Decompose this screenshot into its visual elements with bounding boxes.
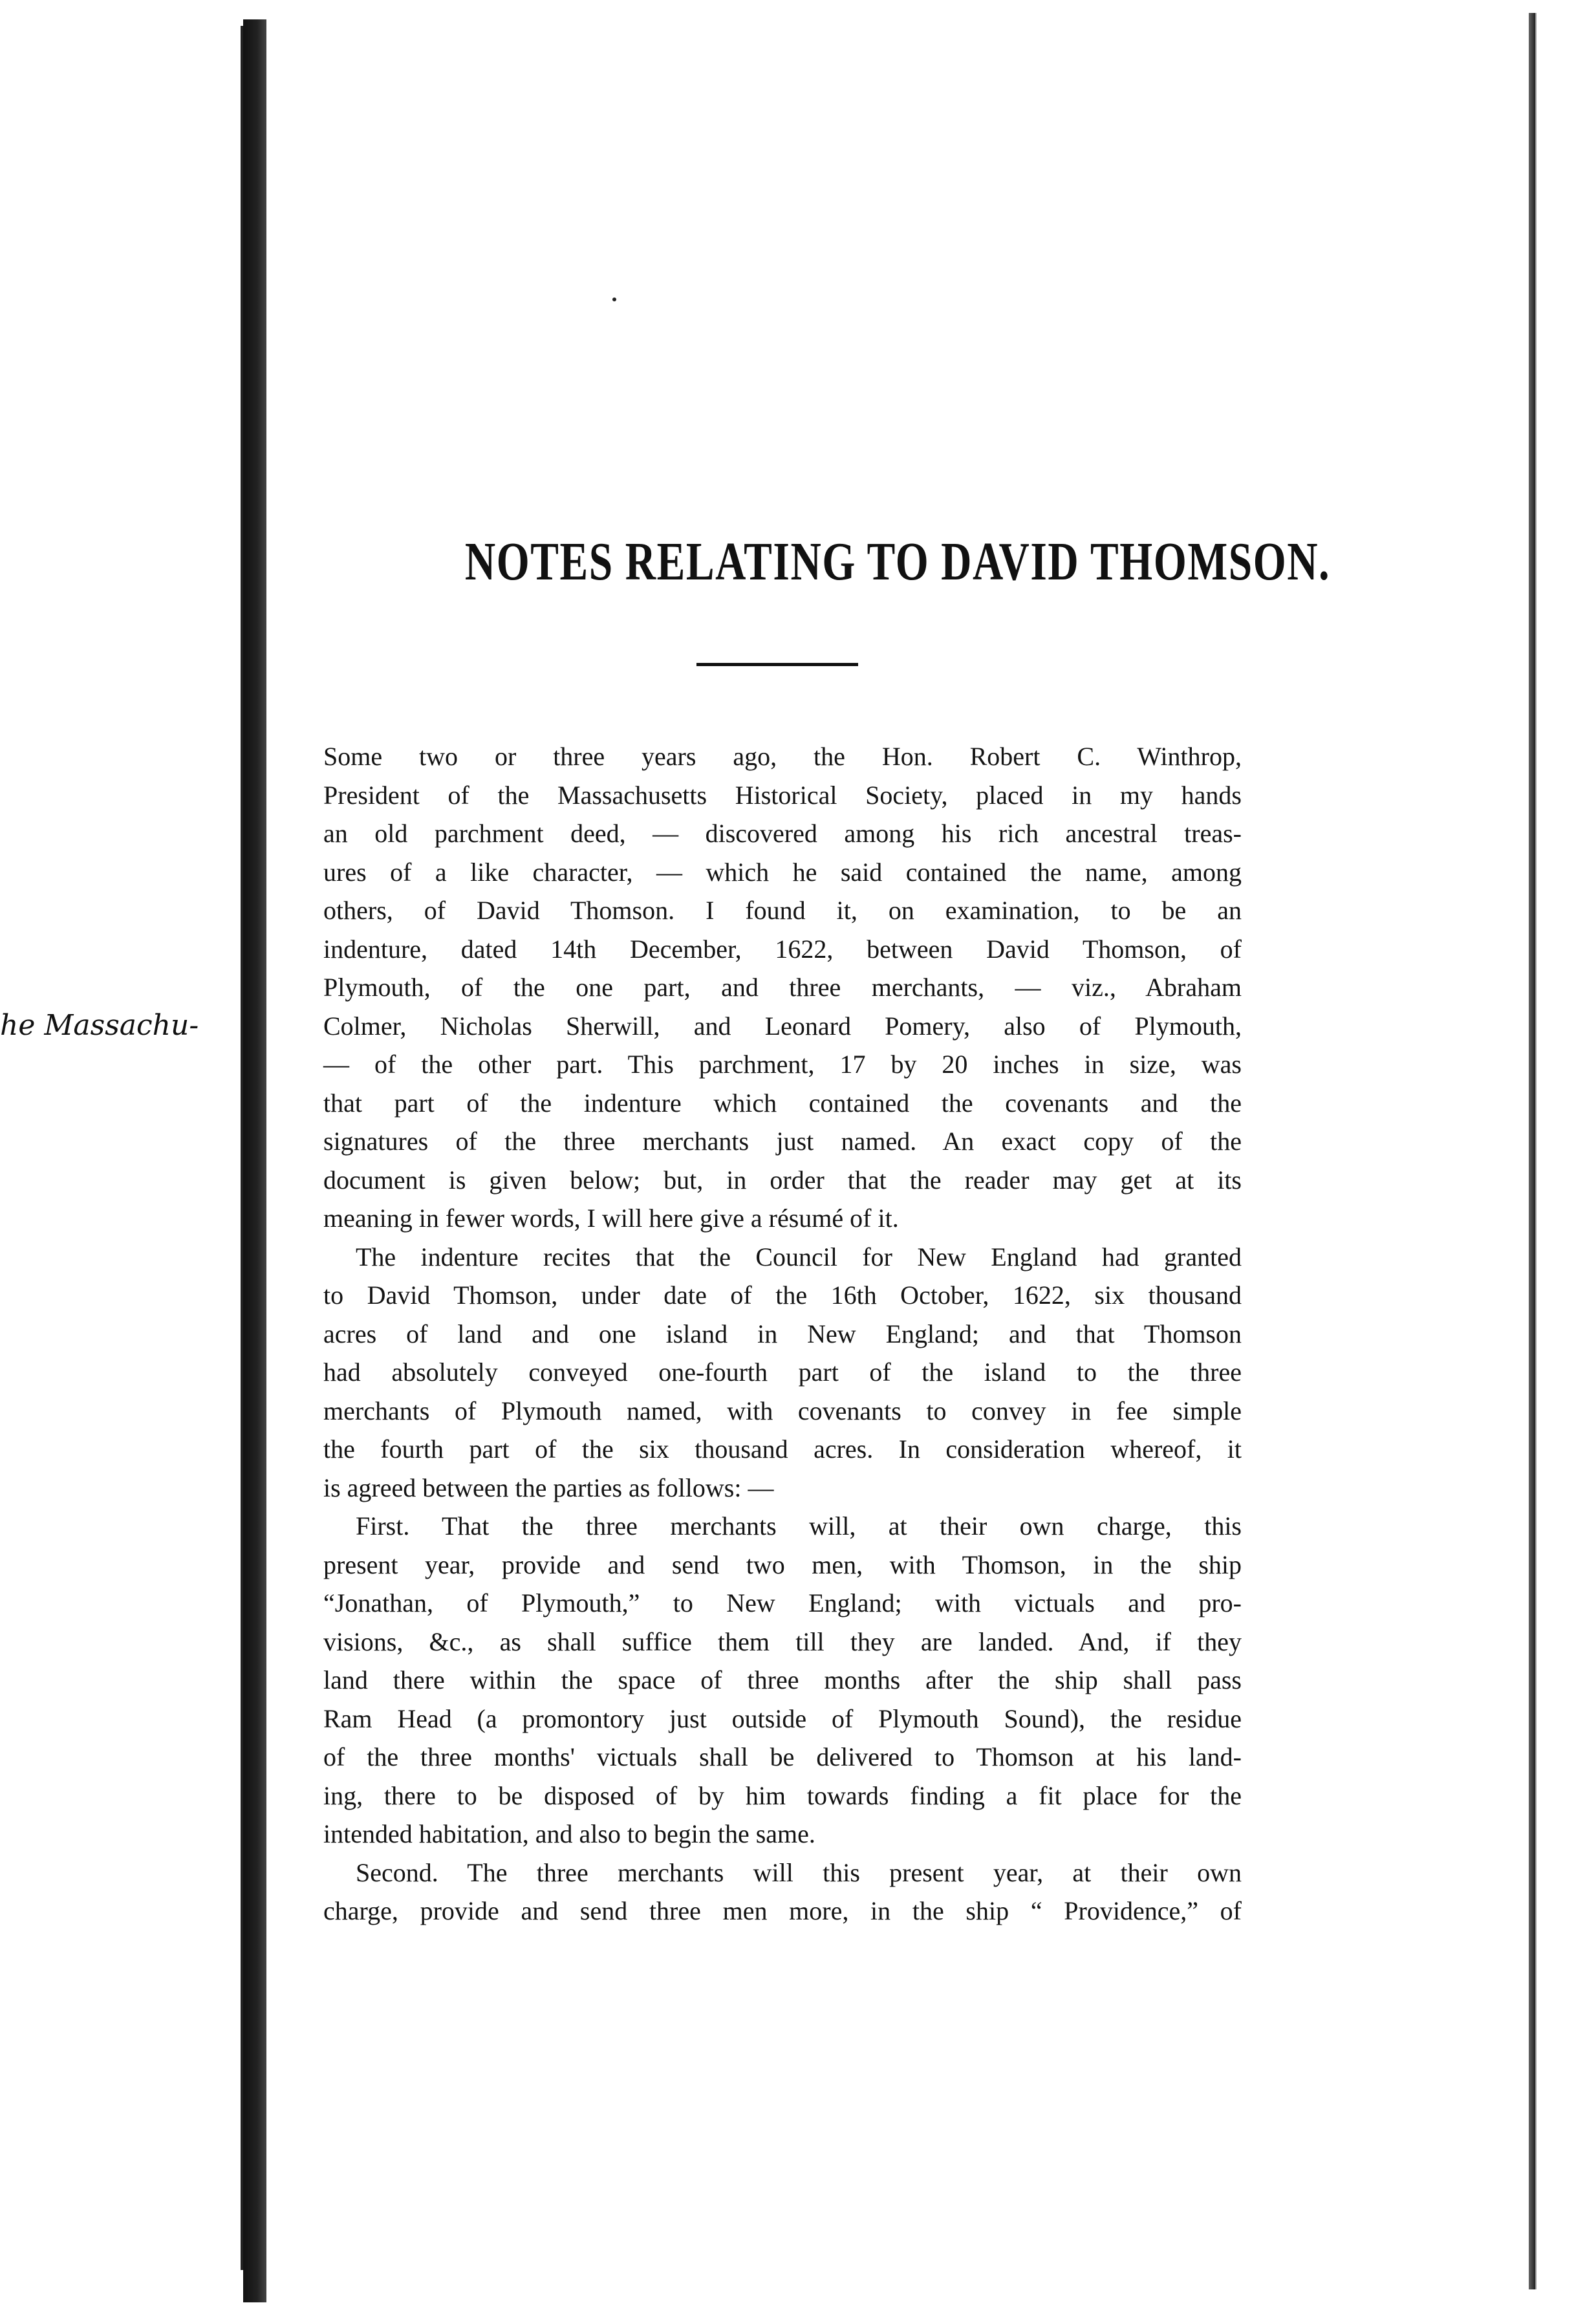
text-line: President of the Massachusetts Historical Society, placed in my hands bbox=[323, 780, 1242, 810]
text-line: First. That the three merchants will, at their own charge, this bbox=[356, 1511, 1242, 1541]
paragraph-2 bbox=[323, 1238, 1242, 1508]
ink-speck bbox=[612, 297, 616, 301]
text-line: that part of the indenture which contained the covenants and the bbox=[323, 1088, 1242, 1118]
text-line: “Jonathan, of Plymouth,” to New England; with victuals and pro- bbox=[323, 1588, 1242, 1617]
paragraph-1 bbox=[323, 737, 1242, 1238]
text-line: others, of David Thomson. I found it, on examination, to be an bbox=[323, 896, 1242, 925]
text-line: meaning in fewer words, I will here give a résumé of it. bbox=[323, 1204, 899, 1233]
text-line: merchants of Plymouth named, with covenants to convey in fee simple bbox=[323, 1396, 1242, 1425]
text-line: indenture, dated 14th December, 1622, between David Thomson, of bbox=[323, 934, 1242, 964]
text-line: The indenture recites that the Council for New England had granted bbox=[356, 1242, 1242, 1271]
text-line: to David Thomson, under date of the 16th October, 1622, six thousand bbox=[323, 1281, 1242, 1310]
text-line: intended habitation, and also to begin the same. bbox=[323, 1819, 815, 1848]
left-facing-page bbox=[0, 26, 243, 2270]
text-line: — of the other part. This parchment, 17 by 20 inches in size, was bbox=[323, 1050, 1242, 1079]
text-line: Plymouth, of the one part, and three merchants, — viz., Abraham bbox=[323, 973, 1242, 1002]
text-line: ing, there to be disposed of by him towards finding a fit place for the bbox=[323, 1780, 1242, 1810]
text-line: present year, provide and send two men, with Thomson, in the ship bbox=[323, 1550, 1242, 1579]
text-line: acres of land and one island in New England; and that Thomson bbox=[323, 1319, 1242, 1348]
body-text bbox=[323, 737, 1242, 1930]
binding-gutter bbox=[243, 19, 266, 2302]
text-line: Some two or three years ago, the Hon. Robert C. Winthrop, bbox=[323, 742, 1242, 771]
text-line: land there within the space of three months after the ship shall pass bbox=[323, 1665, 1242, 1694]
left-page-text-fragment: he Massachu- bbox=[0, 1009, 199, 1042]
paragraph-3 bbox=[323, 1507, 1242, 1854]
text-line: an old parchment deed, — discovered among his rich ancestral treas- bbox=[323, 819, 1242, 848]
text-line: document is given below; but, in order that the reader may get at its bbox=[323, 1165, 1242, 1195]
text-line: Second. The three merchants will this present year, at their own bbox=[356, 1857, 1242, 1887]
text-line: of the three months' victuals shall be delivered to Thomson at his land- bbox=[323, 1742, 1242, 1771]
text-line: Colmer, Nicholas Sherwill, and Leonard Pomery, also of Plymouth, bbox=[323, 1011, 1242, 1041]
text-line: signatures of the three merchants just named. An exact copy of the bbox=[323, 1127, 1242, 1156]
text-line: had absolutely conveyed one-fourth part of the island to the three bbox=[323, 1357, 1242, 1387]
page-right-edge bbox=[1535, 13, 1547, 2289]
text-line: the fourth part of the six thousand acres. In consideration whereof, it bbox=[323, 1434, 1242, 1464]
text-line: is agreed between the parties as follows: — bbox=[323, 1473, 774, 1502]
title-rule bbox=[696, 663, 858, 666]
text-line: ures of a like character, — which he said contained the name, among bbox=[323, 857, 1242, 887]
text-line: Ram Head (a promontory just outside of Plymouth Sound), the residue bbox=[323, 1703, 1242, 1733]
paragraph-4 bbox=[323, 1854, 1242, 1930]
text-line: charge, provide and send three men more, in the ship “ Providence,” of bbox=[323, 1896, 1242, 1925]
main-page bbox=[266, 13, 1529, 2289]
page-title: NOTES RELATING TO DAVID THOMSON. bbox=[464, 532, 1331, 592]
text-line: visions, &c., as shall suffice them till they are landed. And, if they bbox=[323, 1627, 1242, 1656]
page-right-edge-shadow bbox=[1529, 13, 1535, 2289]
